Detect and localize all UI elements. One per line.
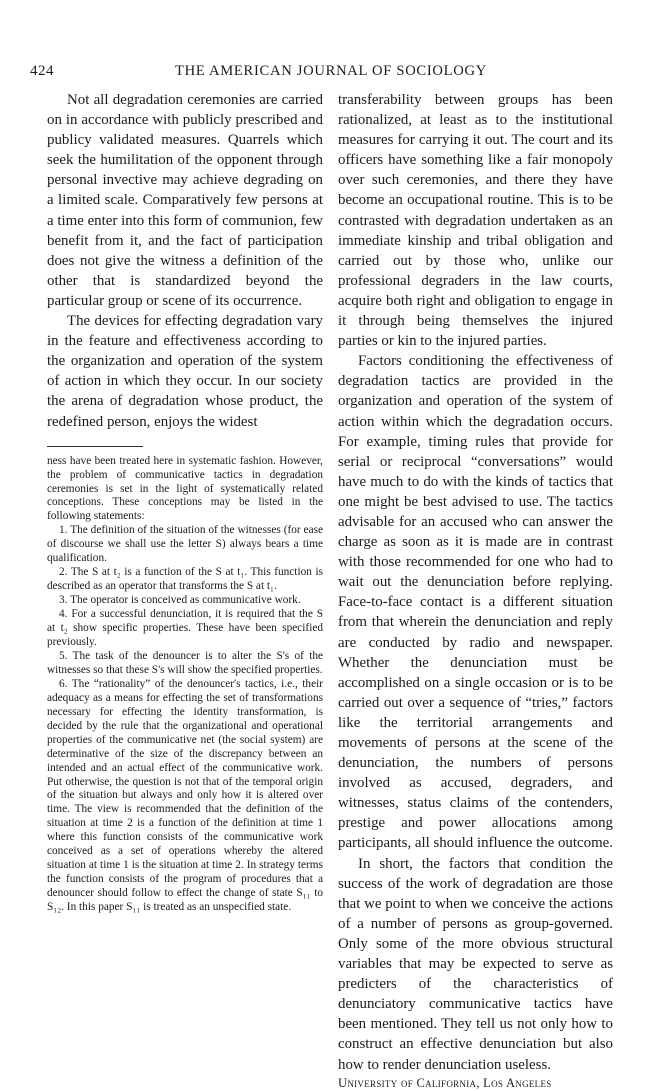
right-column xyxy=(338,90,613,1091)
footnote-paragraph: ness have been treated here in systematic fashion. However, the problem of communicative tactics in degradation ceremonies is set in the light of systematically related conceptions. These conceptions may be listed in the following statements: xyxy=(47,454,323,523)
body-paragraph: The devices for effecting degradation vary in the feature and effectiveness according to the organization and operation of the system of action in which they occur. In our society the arena of degradation whose product, the redefined person, enjoys the widest xyxy=(47,313,323,430)
page-number: 424 xyxy=(30,63,54,79)
footnote-rule xyxy=(47,446,143,447)
footnote-paragraph: 3. The operator is conceived as communicative work. xyxy=(59,594,301,607)
footnote-paragraph: 2. The S at t₂ is a function of the S at t₁. This function is described as an operator that transforms the S at t₁. xyxy=(47,566,323,593)
footnote-paragraph: 6. The “rationality” of the denouncer's tactics, i.e., their adequacy as a means for effecting the set of transformations necessary for effecting the identity transformation, is decided by the rule that the organizational and operational properties of the communicative net (the social system) are determinative of the size of the discrepancy between an intended and an actual effect of the communicative work. Put otherwise, the question is not that of the temporal origin of the situation but always and only how it is altered over time. The view is recommended that the definition of the situation at time 2 is a function of the definition at time 1 where this function consists of the communicative work conceived as a set of operations whereby the altered situation at time 1 is the situation at time 2. In strategy terms the function consists of the program of procedures that a denouncer should follow to effect the change of state S₁₁ to S₁₂. In this paper S₁₁ is treated as an unspecified state. xyxy=(47,677,323,914)
author-affiliation: University of California, Los Angeles xyxy=(338,1075,552,1090)
body-paragraph: transferability between groups has been rationalized, at least as to the institutional measures for carrying it out. The court and its officers have something like a fair monopoly over such ceremonies, and there they have become an occupational routine. This is to be contrasted with degradation undertaken as an immediate kinship and tribal obligation and carried out by those who, unlike our professional degraders in the law courts, acquire both right and obligation to engage in it through being themselves the injured parties or kin to the injured parties. xyxy=(338,92,613,350)
footnote-paragraph: 5. The task of the denouncer is to alter the S's of the witnesses so that these S's will show the specified properties. xyxy=(47,649,323,676)
left-column xyxy=(47,90,323,915)
footnote-text xyxy=(47,455,323,915)
footnote-paragraph: 4. For a successful denunciation, it is required that the S at t₂ show specific properties. These have been specified previously. xyxy=(47,608,323,648)
running-head: THE AMERICAN JOURNAL OF SOCIOLOGY xyxy=(174,63,487,79)
body-paragraph: Not all degradation ceremonies are carried on in accordance with publicly prescribed and publicy validated measures. Quarrels which seek the humilitation of the opponent through personal invective may achieve degrading on a limited scale. Comparatively few persons at a time enter into this form of communion, few benefit from it, and the fact of participation does not give the witness a definition of the other that is standardized beyond the particular group or scene of its occurrence. xyxy=(47,92,323,309)
footnote-block xyxy=(47,446,323,915)
footnote-paragraph: 1. The definition of the situation of the witnesses (for ease of discourse we shall use the letter S) always bears a time qualification. xyxy=(47,524,323,565)
body-paragraph: Factors conditioning the effectiveness of degradation tactics are provided in the organization and operation of the system of action within which the degradation occurs. For example, timing rules that provide for serial or reciprocal “conversations” would have much to do with the kinds of tactics that one might be best advised to use. The tactics advisable for an accused who can answer the charge as soon as it is made are in contrast with those recommended for one who had to wait out the denunciation before replying. Face-to-face contact is a different situation from that wherein the denunciation and reply are conducted by radio and newspaper. Whether the denunciation must be accomplished on a single occasion or is to be carried out over a sequence of “tries,” factors like the territorial arrangements and movements of persons at the scene of the denunciation, the numbers of persons involved as accused, degraders, and witnesses, status claims of the contenders, prestige and power allocations among participants, all should influence the outcome. xyxy=(338,353,613,852)
right-body-text xyxy=(338,90,613,1075)
body-paragraph: In short, the factors that condition the success of the work of degradation are those that we point to when we conceive the actions of a number of persons as group-governed. Only some of the more obvious structural variables that may be expected to serve as predicters of the characteristics of denunciatory communicative tactics have been mentioned. They tell us not only how to construct an effective denunciation but also how to render denunciation useless. xyxy=(338,855,613,1073)
left-body-text xyxy=(47,90,323,432)
